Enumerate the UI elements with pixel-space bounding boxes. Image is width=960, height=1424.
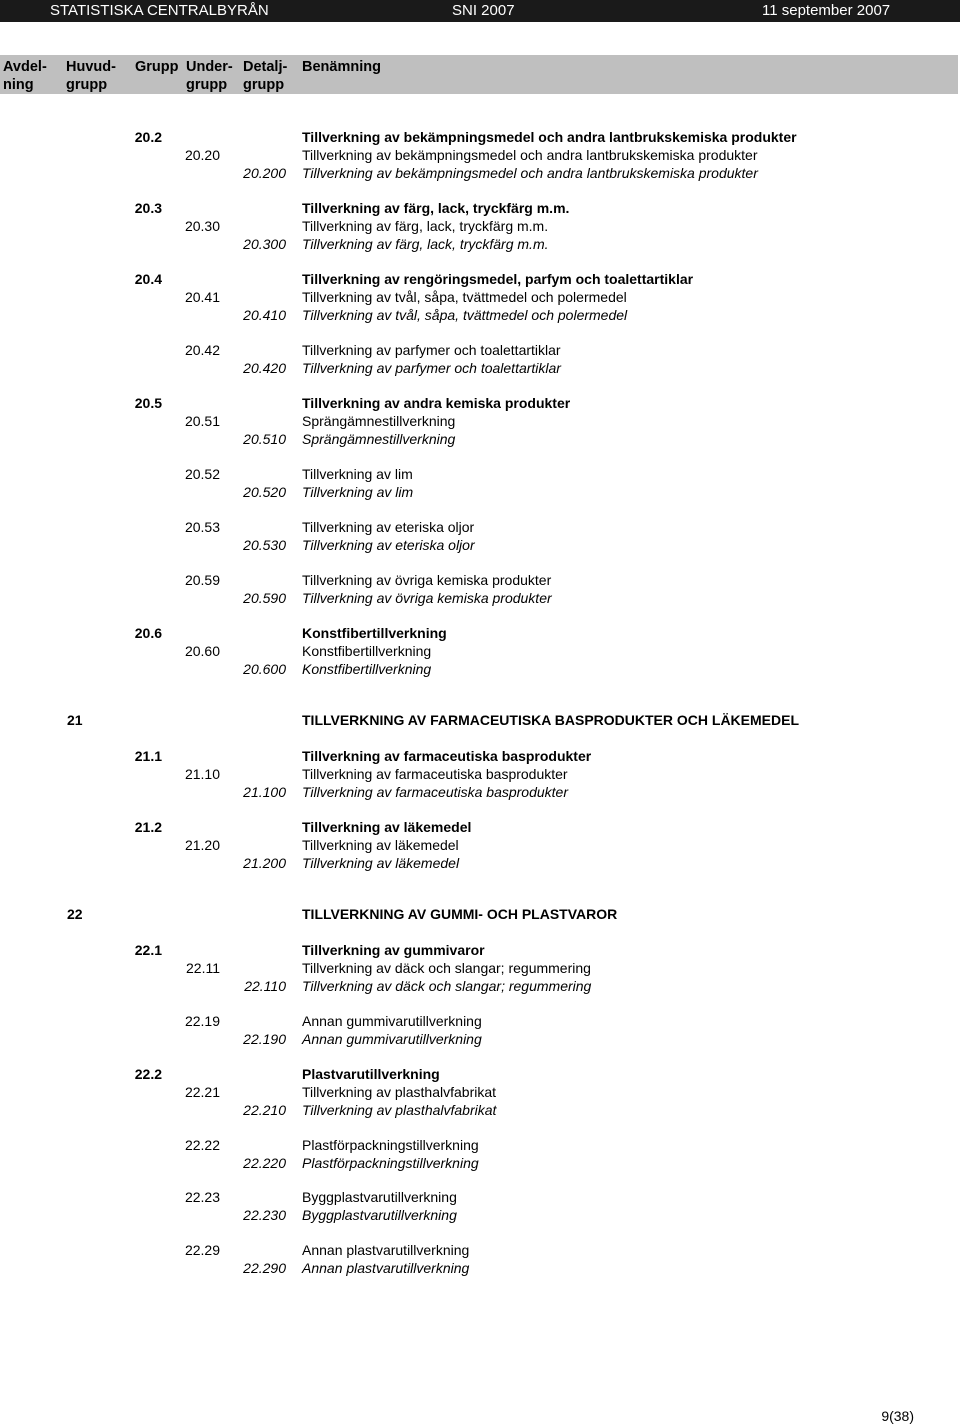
row-code: 21.20 — [184, 837, 220, 853]
row-code: 22.29 — [184, 1242, 220, 1258]
classification-row — [0, 1154, 960, 1172]
classification-row — [0, 465, 960, 483]
classification-row — [0, 146, 960, 164]
row-name: Tillverkning av parfymer och toalettartiklar — [302, 360, 561, 376]
classification-row — [0, 711, 960, 729]
row-code: 22.2 — [134, 1066, 162, 1082]
classification-row — [0, 1083, 960, 1101]
row-code: 20.510 — [243, 431, 286, 447]
classification-row — [0, 1012, 960, 1030]
row-code: 20.4 — [134, 271, 162, 287]
row-name: Konstfibertillverkning — [302, 661, 432, 677]
classification-row — [0, 1206, 960, 1224]
header-document: SNI 2007 — [452, 2, 515, 19]
row-name: Tillverkning av färg, lack, tryckfärg m.m. — [302, 218, 549, 234]
row-code: 22.23 — [184, 1189, 220, 1205]
row-code: 22.19 — [184, 1013, 220, 1029]
row-name: TILLVERKNING AV FARMACEUTISKA BASPRODUKTER OCH LÄKEMEDEL — [302, 712, 799, 728]
row-code: 21.100 — [243, 784, 286, 800]
row-name: Tillverkning av gummivaror — [302, 942, 485, 958]
row-name: Konstfibertillverkning — [302, 625, 447, 641]
row-name: Tillverkning av farmaceutiska basprodukter — [302, 784, 568, 800]
header-organization: STATISTISKA CENTRALBYRÅN — [50, 2, 269, 19]
row-name: TILLVERKNING AV GUMMI- OCH PLASTVAROR — [302, 906, 618, 922]
row-name: Annan gummivarutillverkning — [302, 1031, 482, 1047]
row-name: Konstfibertillverkning — [302, 643, 432, 659]
classification-row — [0, 128, 960, 146]
classification-row — [0, 571, 960, 589]
row-name: Tillverkning av tvål, såpa, tvättmedel och polermedel — [302, 307, 628, 323]
row-code: 20.20 — [184, 147, 220, 163]
classification-row — [0, 624, 960, 642]
classification-row — [0, 412, 960, 430]
classification-row — [0, 359, 960, 377]
row-name: Plastförpackningstillverkning — [302, 1137, 479, 1153]
row-code: 20.41 — [184, 289, 220, 305]
row-name: Tillverkning av lim — [302, 466, 413, 482]
row-code: 20.530 — [243, 537, 286, 553]
col-undergrupp-line2: grupp — [186, 77, 228, 93]
row-code: 22.110 — [244, 978, 286, 994]
row-code: 20.3 — [134, 200, 162, 216]
row-code: 20.52 — [184, 466, 220, 482]
row-code: 22.220 — [243, 1155, 286, 1171]
col-undergrupp-line1: Under- — [186, 59, 233, 75]
classification-row — [0, 341, 960, 359]
col-detaljgrupp-line1: Detalj- — [243, 59, 288, 75]
classification-row — [0, 483, 960, 501]
row-name: Tillverkning av farmaceutiska basprodukter — [302, 748, 592, 764]
classification-row — [0, 941, 960, 959]
row-code: 20.60 — [184, 643, 220, 659]
col-grupp: Grupp — [135, 59, 179, 75]
classification-row — [0, 660, 960, 678]
row-name: Tillverkning av färg, lack, tryckfärg m.m. — [302, 236, 549, 252]
row-name: Byggplastvarutillverkning — [302, 1189, 457, 1205]
row-code: 22.22 — [184, 1137, 220, 1153]
classification-row — [0, 1101, 960, 1119]
row-name: Tillverkning av plasthalvfabrikat — [302, 1084, 497, 1100]
classification-row — [0, 765, 960, 783]
row-name: Tillverkning av eteriska oljor — [302, 537, 475, 553]
row-name: Sprängämnestillverkning — [302, 431, 456, 447]
classification-row — [0, 217, 960, 235]
row-code: 20.300 — [243, 236, 286, 252]
row-name: Tillverkning av andra kemiska produkter — [302, 395, 571, 411]
classification-row — [0, 1136, 960, 1154]
row-code: 20.200 — [243, 165, 286, 181]
classification-row — [0, 818, 960, 836]
row-name: Annan gummivarutillverkning — [302, 1013, 482, 1029]
row-code: 22 — [67, 906, 83, 922]
row-code: 20.6 — [134, 625, 162, 641]
classification-row — [0, 589, 960, 607]
row-name: Tillverkning av bekämpningsmedel och andra lantbrukskemiska produkter — [302, 165, 758, 181]
row-name: Tillverkning av övriga kemiska produkter — [302, 590, 552, 606]
row-code: 20.51 — [184, 413, 220, 429]
row-name: Plastvarutillverkning — [302, 1066, 440, 1082]
row-code: 20.600 — [243, 661, 286, 677]
row-name: Sprängämnestillverkning — [302, 413, 456, 429]
row-code: 21.10 — [184, 766, 220, 782]
classification-row — [0, 1030, 960, 1048]
row-code: 22.190 — [243, 1031, 286, 1047]
classification-row — [0, 836, 960, 854]
classification-row — [0, 977, 960, 995]
row-name: Tillverkning av övriga kemiska produkter — [302, 572, 552, 588]
row-code: 20.520 — [243, 484, 286, 500]
row-name: Tillverkning av farmaceutiska basprodukter — [302, 766, 568, 782]
row-code: 21.200 — [243, 855, 286, 871]
classification-row — [0, 270, 960, 288]
classification-row — [0, 905, 960, 923]
row-name: Annan plastvarutillverkning — [302, 1260, 470, 1276]
row-code: 22.290 — [243, 1260, 286, 1276]
classification-row — [0, 1241, 960, 1259]
classification-row — [0, 199, 960, 217]
row-name: Tillverkning av däck och slangar; regummering — [302, 960, 591, 976]
col-avdelning-line2: ning — [3, 77, 34, 93]
classification-row — [0, 164, 960, 182]
row-code: 22.21 — [184, 1084, 220, 1100]
row-code: 20.410 — [243, 307, 286, 323]
row-code: 20.53 — [184, 519, 220, 535]
classification-row — [0, 430, 960, 448]
row-code: 21.1 — [134, 748, 162, 764]
classification-row — [0, 1188, 960, 1206]
col-avdelning-line1: Avdel- — [3, 59, 47, 75]
row-name: Tillverkning av färg, lack, tryckfärg m.m. — [302, 200, 570, 216]
row-name: Tillverkning av däck och slangar; regummering — [302, 978, 592, 994]
row-name: Plastförpackningstillverkning — [302, 1155, 479, 1171]
row-code: 20.59 — [184, 572, 220, 588]
row-code: 21 — [67, 712, 83, 728]
row-code: 20.590 — [243, 590, 286, 606]
row-name: Tillverkning av parfymer och toalettartiklar — [302, 342, 561, 358]
row-name: Tillverkning av läkemedel — [302, 855, 460, 871]
classification-row — [0, 288, 960, 306]
classification-row — [0, 783, 960, 801]
row-code: 20.30 — [184, 218, 220, 234]
row-name: Tillverkning av bekämpningsmedel och andra lantbrukskemiska produkter — [302, 147, 758, 163]
header-date: 11 september 2007 — [762, 2, 891, 19]
row-name: Tillverkning av lim — [302, 484, 414, 500]
row-name: Annan plastvarutillverkning — [302, 1242, 470, 1258]
col-benamning: Benämning — [302, 59, 381, 75]
classification-row — [0, 1065, 960, 1083]
row-code: 20.42 — [184, 342, 220, 358]
classification-row — [0, 1259, 960, 1277]
classification-row — [0, 854, 960, 872]
row-name: Tillverkning av rengöringsmedel, parfym och toalettartiklar — [302, 271, 694, 287]
col-huvudgrupp-line2: grupp — [66, 77, 108, 93]
classification-row — [0, 394, 960, 412]
row-name: Tillverkning av eteriska oljor — [302, 519, 475, 535]
row-name: Tillverkning av tvål, såpa, tvättmedel och polermedel — [302, 289, 627, 305]
row-code: 20.2 — [134, 129, 162, 145]
col-huvudgrupp-line1: Huvud- — [66, 59, 116, 75]
classification-row — [0, 747, 960, 765]
classification-row — [0, 536, 960, 554]
classification-row — [0, 642, 960, 660]
row-code: 22.230 — [243, 1207, 286, 1223]
row-code: 20.5 — [134, 395, 162, 411]
row-code: 22.210 — [243, 1102, 286, 1118]
col-detaljgrupp-line2: grupp — [243, 77, 285, 93]
row-code: 22.11 — [186, 960, 220, 976]
classification-row — [0, 235, 960, 253]
row-code: 21.2 — [134, 819, 162, 835]
row-name: Tillverkning av läkemedel — [302, 837, 459, 853]
row-name: Tillverkning av plasthalvfabrikat — [302, 1102, 497, 1118]
classification-row — [0, 306, 960, 324]
row-code: 20.420 — [243, 360, 286, 376]
classification-row — [0, 518, 960, 536]
row-code: 22.1 — [134, 942, 162, 958]
row-name: Tillverkning av läkemedel — [302, 819, 472, 835]
row-name: Byggplastvarutillverkning — [302, 1207, 457, 1223]
classification-row — [0, 959, 960, 977]
page-number: 9(38) — [881, 1408, 914, 1424]
row-name: Tillverkning av bekämpningsmedel och andra lantbrukskemiska produkter — [302, 129, 797, 145]
